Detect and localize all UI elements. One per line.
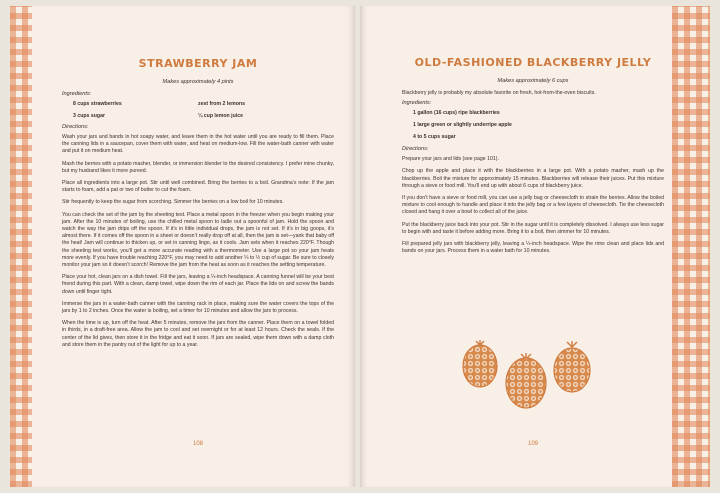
directions-label: Directions: <box>62 124 89 130</box>
direction-step: Mash the berries with a potato masher, blender, or immersion blender to the desired consistency. I prefer mine chunky, but my husband likes it more pureed. <box>62 160 334 174</box>
berry-left <box>463 340 497 387</box>
direction-step: When the time is up, turn off the heat. After 5 minutes, remove the jars from the canner. Place them on a towel folded in thirds, in a draft-free area. Allow the jam to cool and set overnight or for at least 12 hours. Check the seals. If the center of the lid gives, then store it in the fridge and eat it soon. If jars are sealed, wipe them down with a damp cloth and store them in the pantry out of the light for up to a year. <box>62 320 334 348</box>
ingredients-list <box>402 110 664 140</box>
right-page <box>360 6 710 487</box>
direction-step: Wash your jars and bands in hot soapy water, and leave them in the hot water until you are ready to fill them. Place the canning lids in a saucepan, cover them with water, and heat on medium-low. Fill the water-bath canner with water and put it on medium heat. <box>62 134 334 155</box>
ingredient-item: zest from 2 lemons <box>198 101 245 107</box>
recipe-intro: Blackberry jelly is probably my absolute favorite on fresh, hot-from-the-oven biscuits. <box>402 90 596 96</box>
ingredient-item: 4 to 5 cups sugar <box>413 134 456 141</box>
recipe-yield: Makes approximately 4 pints <box>162 79 234 85</box>
page-number: 109 <box>527 441 538 447</box>
left-page <box>10 6 355 487</box>
left-page-content <box>62 6 334 354</box>
gingham-border-right <box>672 6 710 487</box>
direction-step: Chop up the apple and place it with the blackberries in a large pot. With a potato masher, mash up the blackberries. Boil the mixture for approximately 15 minutes. Blackberries will release their juices. Put this mixture through a sieve or food mill. You’ll end up with about 6 cups of blackberry juice. <box>402 168 664 189</box>
page-number: 108 <box>192 441 203 447</box>
ingredient-item: 1 large green or slightly underripe apple <box>413 122 512 129</box>
ingredients-label: Ingredients: <box>402 100 432 107</box>
direction-step: Place your hot, clean jars on a dish towel. Fill the jars, leaving a ¼-inch headspace. A canning funnel will be your best friend during this part. With a clean, damp towel, wipe down the rim of each jar. Place the lids on and screw the bands down until finger tight. <box>62 274 334 295</box>
directions-label: Directions: <box>402 146 429 153</box>
direction-step: Stir frequently to keep the sugar from scorching. Simmer the berries on a low boil for 10 minutes. <box>62 199 284 206</box>
berry-middle <box>506 353 546 408</box>
ingredient-item: 3 cups sugar <box>73 113 106 119</box>
direction-step: Put the blackberry juice back into your pot. Stir in the sugar until it is completely dissolved. I always use less sugar to begin with and taste it before adding more. Bring it to a boil, then simmer for 10 minutes. <box>402 221 664 235</box>
ingredient-item: 8 cups strawberries <box>73 101 122 107</box>
blackberries-icon <box>460 339 620 414</box>
ingredients-list <box>62 101 334 119</box>
ingredient-item: ¼ cup lemon juice <box>198 113 243 119</box>
direction-step: Prepare your jars and lids (see page 101). <box>402 156 499 163</box>
recipe-yield: Makes approximately 6 cups <box>497 78 569 84</box>
gingham-border-left <box>10 6 32 487</box>
recipe-title: STRAWBERRY JAM <box>138 57 258 70</box>
ingredient-item: 1 gallon (16 cups) ripe blackberries <box>413 110 500 117</box>
direction-step: You can check the set of the jam by the sheeting test. Place a metal spoon in the freezer when you begin making your jam. After the 10 minutes of boiling, use the chilled metal spoon to ladle out a spoonful of jam. Hold the spoon and watch the way the jam drips off the spoon. If it’s in little individual drops, the jam is not set. If it’s in big goops, it’s almost there. If it comes off the spoon in a sheet or doesn’t really drop off at all, then the jam is set—yank that baby off the heat! Jam will continue to thicken up, or set in canning lingo, as it cools. Jam sets when it reaches 220°F. Though the sheeting test works, you’ll get a more accurate reading with a thermometer. Use a large pot so your jam heats more evenly. If you have trouble reaching 220°F, you may need to add another ¼ to ½ cup of sugar. Be sure to closely monitor your jam so it doesn’t scorch! Remove the jam from the heat as soon as it reaches the setting temperature. <box>62 211 334 269</box>
direction-step: Immerse the jars in a water-bath canner with the canning rack in place, making sure the water covers the tops of the jars by 1 to 2 inches. Once the water is boiling, set a timer for 10 minutes and allow the jars to process. <box>62 300 334 315</box>
recipe-title: OLD-FASHIONED BLACKBERRY JELLY <box>414 56 652 69</box>
ingredients-label: Ingredients: <box>62 91 92 97</box>
direction-step: Fill prepared jelly jars with blackberry jelly, leaving a ¼-inch headspace. Wipe the rims clean and place lids and bands on your jars. Process them in a water bath for 10 minutes. <box>402 241 664 255</box>
berry-right <box>554 341 590 392</box>
direction-step: Place all ingredients into a large pot. Stir until well combined. Bring the berries to a boil. Grandma’s note: If the jam starts to foam, add a pat or two of butter to cut the foam. <box>62 180 334 194</box>
direction-step: If you don’t have a sieve or food mill, you can use a jelly bag or cheesecloth to strain the berries. Allow the boiled mixture to cool enough to handle and place it into the jelly bag or a few layers of cheesecloth. Tie the cheesecloth closed and hang it over a bowl to collect all of the juice. <box>402 195 664 216</box>
right-page-content <box>402 6 664 260</box>
